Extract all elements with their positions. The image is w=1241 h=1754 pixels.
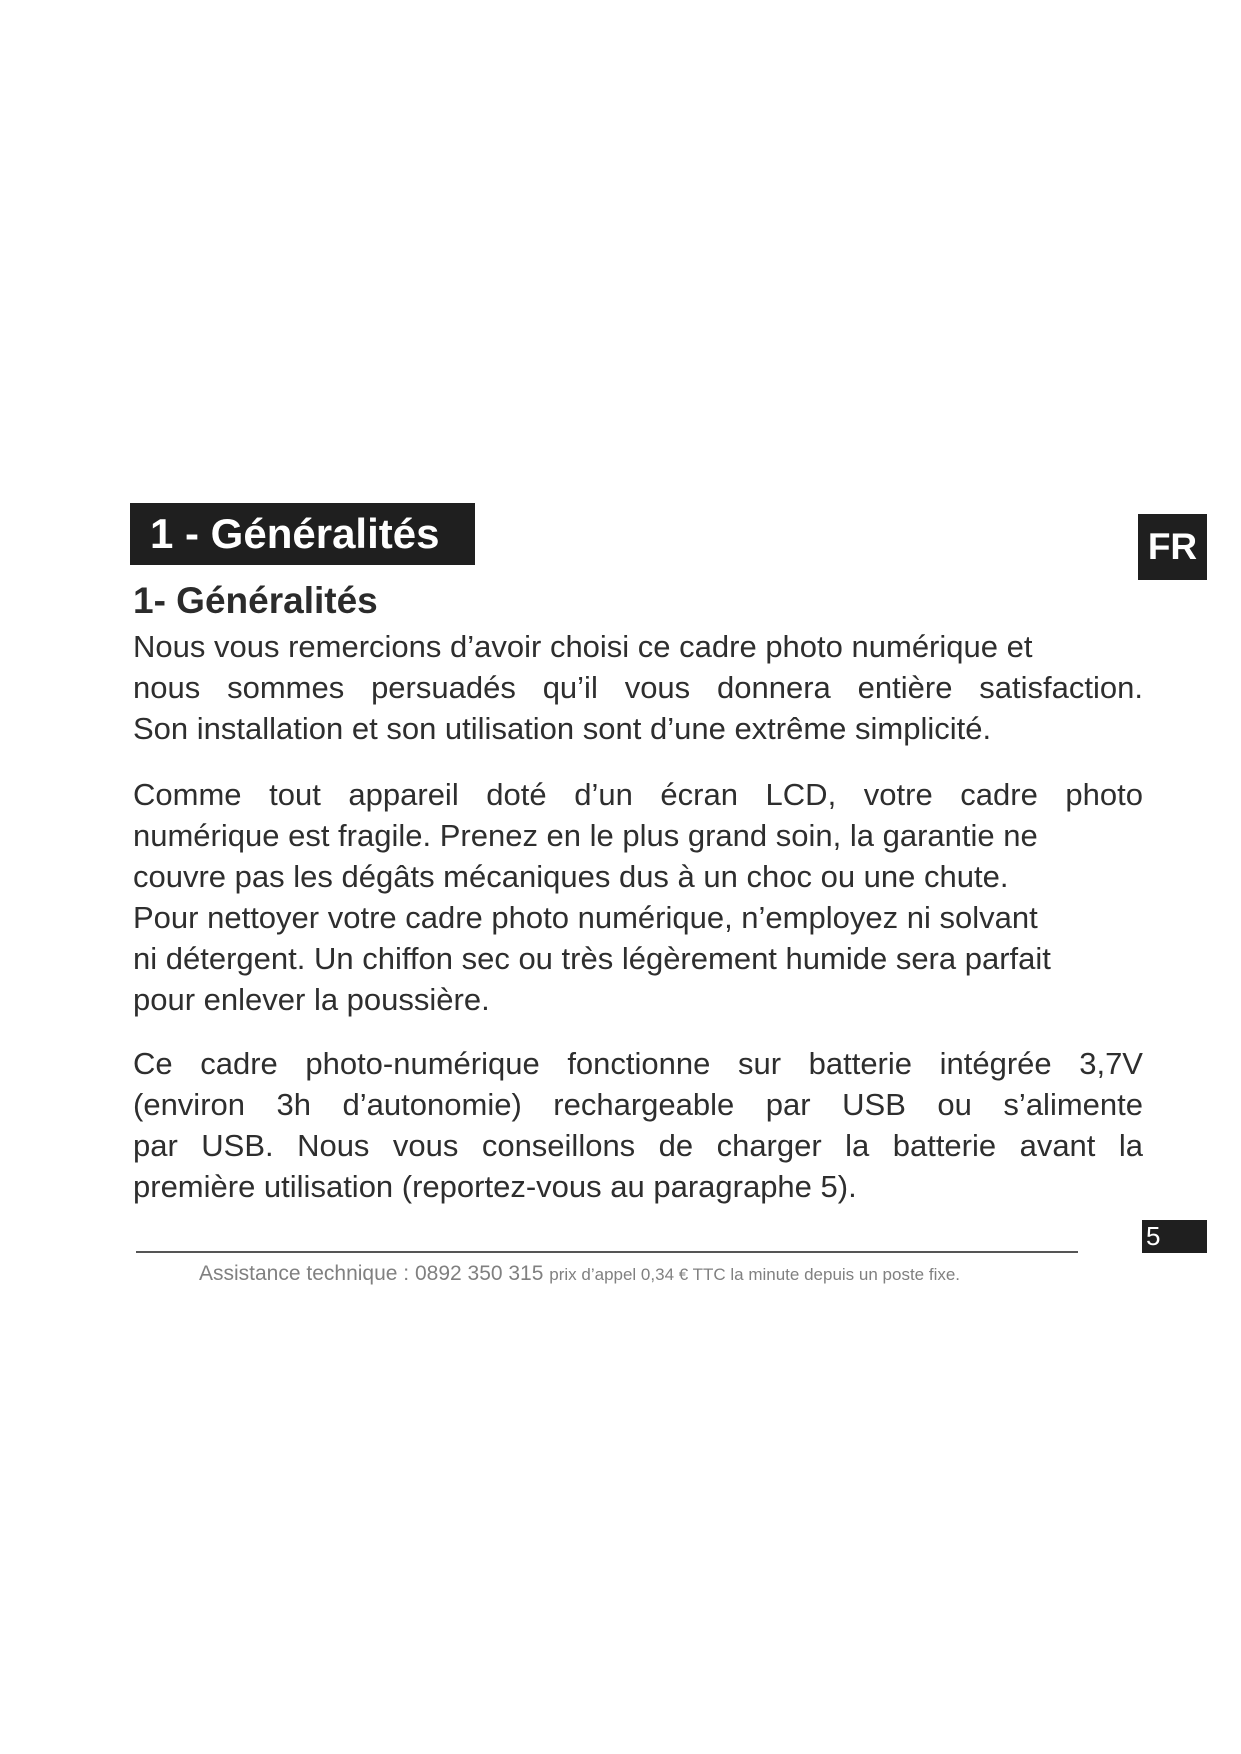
paragraph-introduction	[133, 626, 1143, 749]
support-phone-label: Assistance technique : 0892 350 315	[199, 1262, 544, 1285]
paragraph-line: première utilisation (reportez-vous au paragraphe 5).	[133, 1169, 857, 1204]
paragraph-line: par USB. Nous vous conseillons de charger la batterie avant la	[133, 1128, 1143, 1163]
section-title-banner: 1 - Généralités	[130, 503, 475, 565]
paragraph-line: Comme tout appareil doté d’un écran LCD, votre cadre photo	[133, 777, 1143, 812]
page-number: 5	[1142, 1220, 1207, 1253]
paragraph-line: Pour nettoyer votre cadre photo numérique, n’employez ni solvant	[133, 900, 1038, 935]
footer-support-line	[199, 1260, 960, 1289]
paragraph-line: Ce cadre photo-numérique fonctionne sur batterie intégrée 3,7V	[133, 1046, 1143, 1081]
language-tab: FR	[1138, 514, 1207, 580]
paragraph-line: Son installation et son utilisation sont d’une extrême simplicité.	[133, 711, 992, 746]
paragraph-line: ni détergent. Un chiffon sec ou très légèrement humide sera parfait	[133, 941, 1051, 976]
paragraph-battery-info	[133, 1043, 1143, 1207]
section-subheading: 1- Généralités	[133, 580, 378, 621]
paragraph-line: numérique est fragile. Prenez en le plus grand soin, la garantie ne	[133, 818, 1038, 853]
paragraph-care-instructions	[133, 774, 1143, 1020]
paragraph-line: couvre pas les dégâts mécaniques dus à un choc ou une chute.	[133, 859, 1009, 894]
support-pricing-note: prix d’appel 0,34 € TTC la minute depuis un poste fixe.	[549, 1265, 961, 1284]
paragraph-line: (environ 3h d’autonomie) rechargeable par USB ou s’alimente	[133, 1087, 1143, 1122]
paragraph-line: Nous vous remercions d’avoir choisi ce cadre photo numérique et	[133, 629, 1033, 664]
paragraph-line: nous sommes persuadés qu’il vous donnera entière satisfaction.	[133, 670, 1143, 705]
footer-divider	[136, 1251, 1078, 1253]
paragraph-line: pour enlever la poussière.	[133, 982, 490, 1017]
